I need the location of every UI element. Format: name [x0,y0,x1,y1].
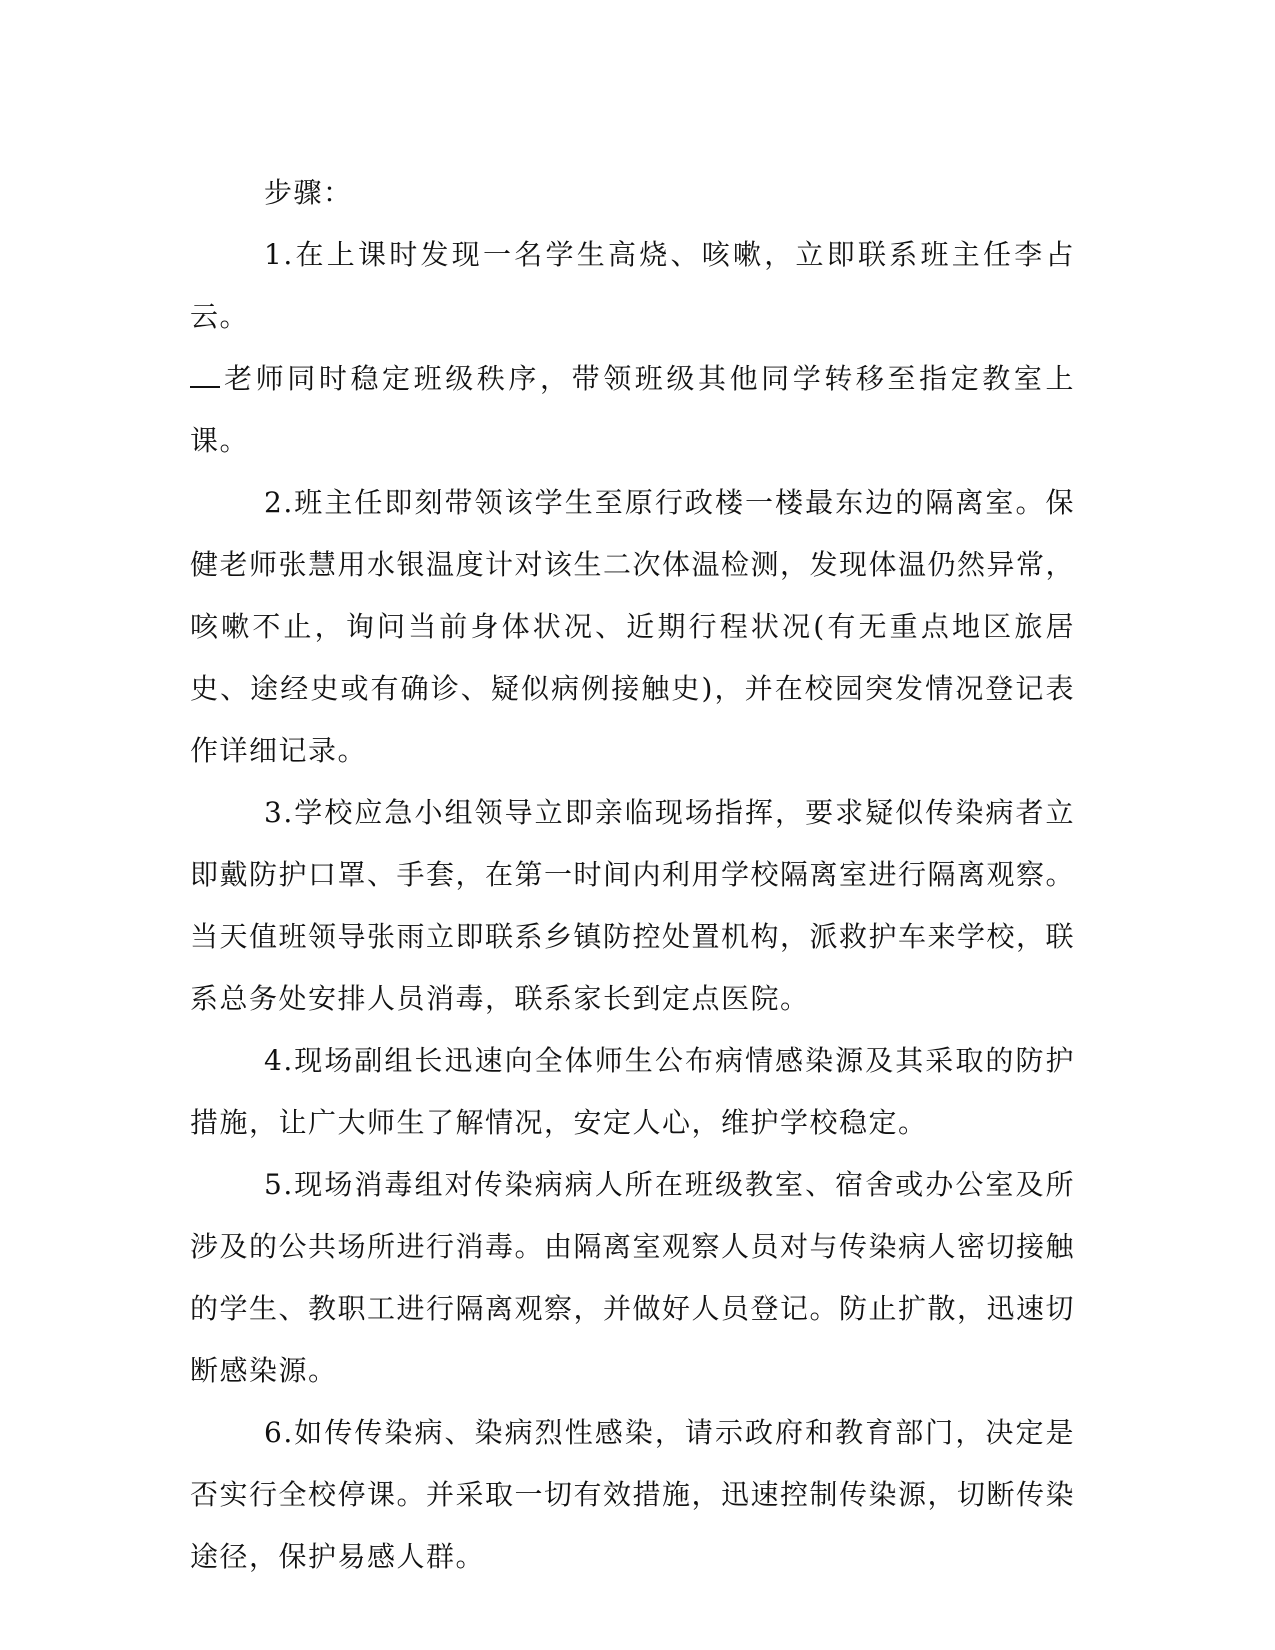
steps-heading: 步骤： [264,176,353,209]
fill-in-blank [190,358,220,388]
step-5: 5.现场消毒组对传染病病人所在班级教室、宿舍或办公室及所涉及的公共场所进行消毒。由隔离室观察人员对与传染病人密切接触的学生、教职工进行隔离观察，并做好人员登记。防止扩散，迅速切断感染源。 [190,1168,1076,1387]
step-3: 3.学校应急小组领导立即亲临现场指挥，要求疑似传染病者立即戴防护口罩、手套，在第一时间内利用学校隔离室进行隔离观察。当天值班领导张雨立即联系乡镇防控处置机构，派救护车来学校，联系总务处安排人员消毒，联系家长到定点医院。 [190,796,1076,1015]
document-body [190,162,1075,1588]
step-1-text: 1.在上课时发现一名学生高烧、咳嗽，立即联系班主任李占云。 [190,238,1075,333]
step-6: 6.如传传染病、染病烈性感染，请示政府和教育部门，决定是否实行全校停课。并采取一切有效措施，迅速控制传染源，切断传染途径，保护易感人群。 [190,1416,1076,1573]
step-2: 2.班主任即刻带领该学生至原行政楼一楼最东边的隔离室。保健老师张慧用水银温度计对该生二次体温检测，发现体温仍然异常，咳嗽不止，询问当前身体状况、近期行程状况(有无重点地区旅居史、途经史或有确诊、疑似病例接触史)，并在校园突发情况登记表作详细记录。 [190,486,1076,767]
step-1 [190,224,1075,472]
step-4: 4.现场副组长迅速向全体师生公布病情感染源及其采取的防护措施，让广大师生了解情况，安定人心，维护学校稳定。 [190,1044,1075,1139]
step-1-continuation: 老师同时稳定班级秩序，带领班级其他同学转移至指定教室上课。 [190,362,1075,457]
